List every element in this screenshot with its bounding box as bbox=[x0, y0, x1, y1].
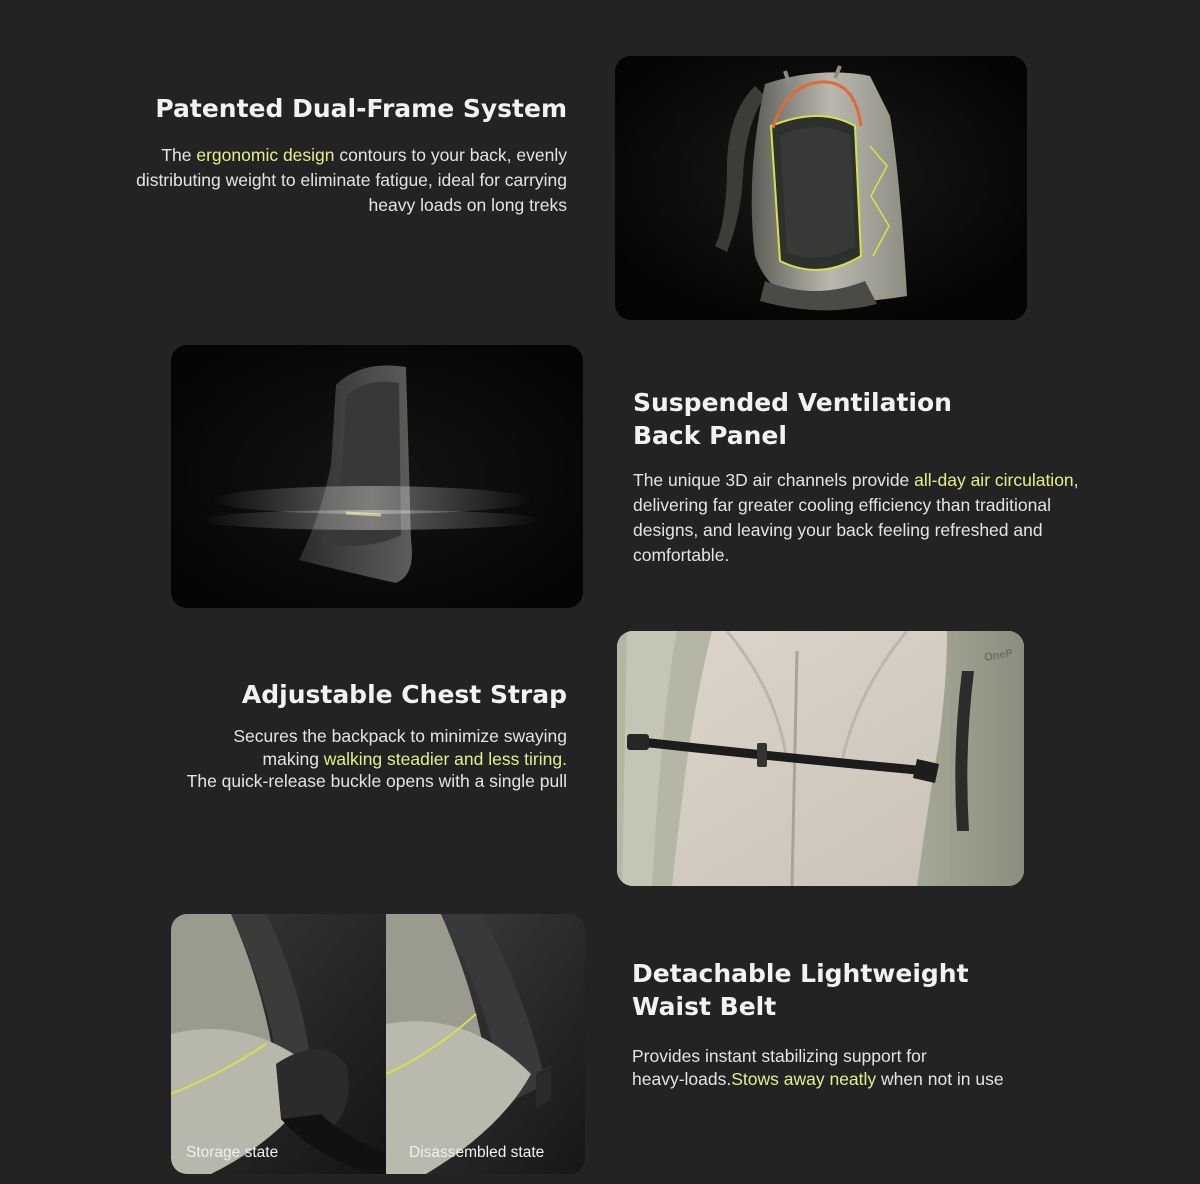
section-description: The unique 3D air channels provide all-day air circulation, delivering far greater cooling efficiency than traditional designs, and leaving your back feeling refreshed and comfortable. bbox=[633, 470, 1079, 565]
caption-storage-state: Storage state bbox=[186, 1144, 279, 1161]
section-title: Detachable Lightweight Waist Belt bbox=[632, 959, 969, 1021]
storage-state-illustration bbox=[171, 914, 386, 1174]
disassembled-state-illustration bbox=[386, 914, 585, 1174]
caption-disassembled-state: Disassembled state bbox=[409, 1144, 545, 1161]
section-description: Provides instant stabilizing support for heavy-loads.Stows away neatly when not in use bbox=[632, 1046, 1004, 1089]
highlight-text: walking steadier and less tiring bbox=[323, 748, 563, 769]
disassembled-state-image bbox=[386, 914, 585, 1174]
ventilation-back-panel-image bbox=[171, 345, 583, 608]
back-panel-illustration bbox=[171, 345, 583, 608]
section-waist-belt bbox=[632, 957, 1092, 1090]
section-chest-strap bbox=[100, 678, 567, 793]
brand-logo: OneP bbox=[983, 647, 1014, 664]
highlight-text: Stows away neatly bbox=[731, 1068, 877, 1089]
waist-belt-image bbox=[171, 914, 585, 1174]
backpack-illustration bbox=[615, 56, 1027, 320]
section-title: Suspended Ventilation Back Panel bbox=[633, 388, 952, 450]
section-dual-frame bbox=[100, 92, 567, 218]
section-description: The ergonomic design contours to your back, evenly distributing weight to eliminate fatigue, ideal for carrying heavy loads on long treks bbox=[136, 145, 567, 215]
section-description: Secures the backpack to minimize swaying making walking steadier and less tiring. The quick-release buckle opens with a single pull bbox=[186, 726, 567, 791]
section-ventilation bbox=[633, 386, 1093, 568]
dual-frame-backpack-image bbox=[615, 56, 1027, 320]
section-title: Patented Dual-Frame System bbox=[155, 94, 567, 123]
chest-strap-image bbox=[617, 631, 1024, 886]
chest-strap-illustration bbox=[617, 631, 1024, 886]
section-title: Adjustable Chest Strap bbox=[241, 680, 567, 709]
highlight-text: all-day air circulation bbox=[914, 470, 1074, 490]
storage-state-image bbox=[171, 914, 386, 1174]
highlight-text: ergonomic design bbox=[196, 145, 335, 165]
